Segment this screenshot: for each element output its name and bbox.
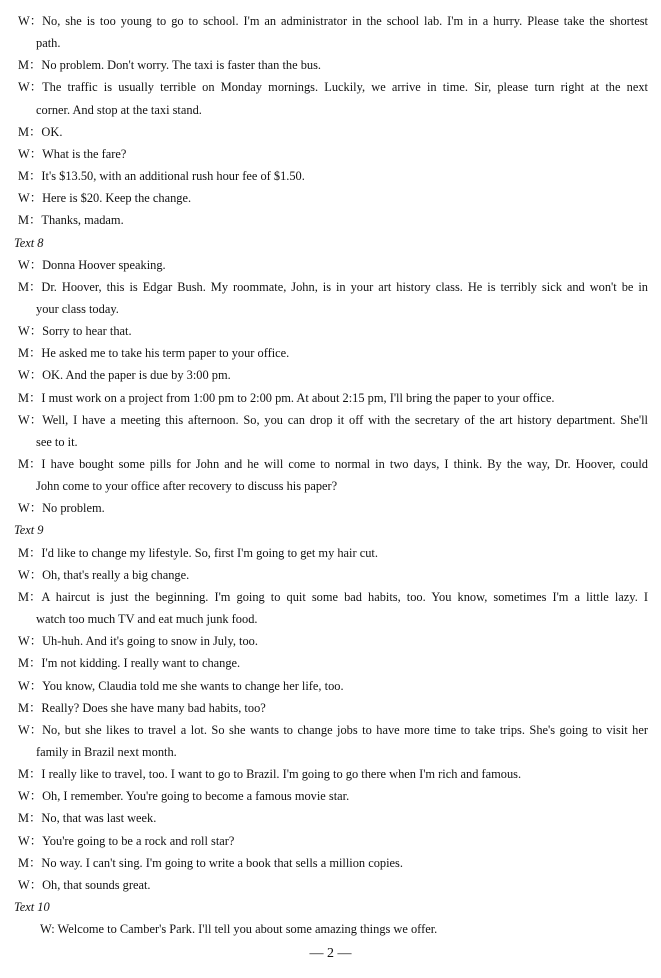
dialogue-text: No problem. Don't worry. The taxi is faster than the bus. — [41, 58, 322, 73]
dialogue-line — [18, 564, 648, 586]
speaker-label: M： — [18, 169, 42, 184]
dialogue-line — [18, 719, 648, 741]
dialogue-text: OK. — [41, 124, 63, 139]
dialogue-continuation: see to it. — [36, 434, 78, 449]
speaker-label: M： — [18, 700, 42, 715]
speaker-label: W： — [18, 678, 43, 693]
dialogue-text: Thanks, madam. — [41, 213, 124, 228]
speaker-label: M： — [18, 213, 42, 228]
speaker-label: W： — [18, 14, 43, 28]
speaker-label: M： — [18, 457, 42, 471]
speaker-label: W： — [18, 191, 43, 206]
speaker-label: W： — [18, 567, 43, 582]
dialogue-text: Uh-huh. And it's going to snow in July, too. — [42, 634, 258, 649]
dialogue-text: Sorry to hear that. — [42, 324, 132, 339]
dialogue-text: No, she is too young to go to school. I'm an administrator in the school lab. I'm in a hurry. Please take the shortest — [42, 14, 648, 28]
dialogue-text: I must work on a project from 1:00 pm to 2:00 pm. At about 2:15 pm, I'll bring the paper to your office. — [41, 390, 555, 405]
dialogue-text: The traffic is usually terrible on Monday mornings. Luckily, we arrive in time. Sir, please turn right at the next — [42, 80, 648, 95]
dialogue-text: I have bought some pills for John and he will come to normal in two days, I think. By the way, Dr. Hoover, could — [41, 457, 648, 471]
dialogue-line — [18, 165, 648, 187]
dialogue-text: I'd like to change my lifestyle. So, first I'm going to get my hair cut. — [41, 545, 378, 560]
speaker-label: W： — [18, 722, 43, 737]
dialogue-text: Dr. Hoover, this is Edgar Bush. My roommate, John, is in your art history class. He is terribly sick and won't be in — [41, 279, 648, 294]
dialogue-text: No problem. — [42, 501, 105, 516]
dialogue-continuation: watch too much TV and eat much junk food. — [36, 612, 258, 627]
dialogue-line — [18, 54, 648, 76]
speaker-label: W： — [18, 257, 43, 272]
dialogue-text: I'm not kidding. I really want to change. — [41, 656, 241, 671]
dialogue-text: What is the fare? — [42, 146, 127, 161]
dialogue-line — [18, 254, 648, 276]
dialogue-text: Oh, I remember. You're going to become a famous movie star. — [42, 789, 350, 804]
dialogue-text: He asked me to take his term paper to your office. — [41, 346, 290, 361]
speaker-label: W： — [18, 324, 43, 339]
dialogue-text: OK. And the paper is due by 3:00 pm. — [42, 368, 231, 383]
dialogue-line — [18, 143, 648, 165]
dialogue-continuation: family in Brazil next month. — [36, 744, 177, 759]
speaker-label: W： — [18, 80, 43, 95]
page-number: — 2 — — [309, 946, 352, 961]
dialogue-text: Oh, that sounds great. — [42, 877, 151, 892]
dialogue-line — [18, 342, 648, 364]
dialogue-text: Donna Hoover speaking. — [42, 257, 166, 272]
dialogue-line — [18, 542, 648, 564]
speaker-label: M： — [18, 811, 42, 826]
dialogue-line: W: Welcome to Camber's Park. I'll tell you about some amazing things we offer. — [40, 922, 438, 937]
dialogue-text: Here is $20. Keep the change. — [42, 191, 192, 206]
dialogue-text: Well, I have a meeting this afternoon. So, you can drop it off with the secretary of the art history department. She'll — [42, 412, 648, 427]
dialogue-text: No way. I can't sing. I'm going to write a book that sells a million copies. — [41, 855, 403, 870]
dialogue-text: A haircut is just the beginning. I'm going to quit some bad habits, too. You know, sometimes I'm a little lazy. I — [41, 589, 648, 604]
speaker-label: M： — [18, 545, 42, 560]
speaker-label: W： — [18, 501, 43, 516]
dialogue-line — [18, 497, 648, 519]
dialogue-line — [18, 630, 648, 652]
dialogue-continuation: path. — [36, 36, 61, 51]
dialogue-line — [18, 453, 648, 475]
dialogue-line — [18, 121, 648, 143]
speaker-label: M： — [18, 390, 42, 405]
speaker-label: M： — [18, 58, 42, 73]
dialogue-continuation: your class today. — [36, 301, 119, 316]
speaker-label: M： — [18, 589, 42, 604]
dialogue-text: Really? Does she have many bad habits, too? — [41, 700, 266, 715]
speaker-label: W： — [18, 412, 43, 427]
dialogue-text: Oh, that's really a big change. — [42, 567, 190, 582]
dialogue-line — [18, 852, 648, 874]
speaker-label: W： — [18, 833, 43, 848]
section-heading: Text 9 — [14, 523, 44, 538]
dialogue-line — [18, 807, 648, 829]
dialogue-continuation: corner. And stop at the taxi stand. — [36, 102, 202, 117]
dialogue-line — [18, 675, 648, 697]
dialogue-text: It's $13.50, with an additional rush hour fee of $1.50. — [41, 169, 305, 184]
dialogue-text: You know, Claudia told me she wants to change her life, too. — [42, 678, 344, 693]
dialogue-line — [18, 763, 648, 785]
speaker-label: W： — [18, 789, 43, 804]
dialogue-text: No, that was last week. — [41, 811, 157, 826]
speaker-label: W： — [18, 368, 43, 383]
dialogue-line — [18, 76, 648, 98]
speaker-label: M： — [18, 346, 42, 361]
dialogue-line — [18, 830, 648, 852]
speaker-label: W： — [18, 146, 43, 161]
speaker-label: M： — [18, 767, 42, 782]
dialogue-line — [18, 409, 648, 431]
speaker-label: W： — [18, 877, 43, 892]
speaker-label: W： — [18, 634, 43, 649]
dialogue-text: I really like to travel, too. I want to go to Brazil. I'm going to go there when I'm rich and famous. — [41, 767, 522, 782]
dialogue-line — [18, 387, 648, 409]
dialogue-continuation: John come to your office after recovery to discuss his paper? — [36, 479, 338, 494]
dialogue-text: You're going to be a rock and roll star? — [42, 833, 235, 848]
speaker-label: M： — [18, 855, 42, 870]
section-heading: Text 10 — [14, 900, 50, 914]
dialogue-line — [18, 364, 648, 386]
dialogue-line — [18, 187, 648, 209]
dialogue-line — [18, 209, 648, 231]
dialogue-line — [18, 652, 648, 674]
dialogue-text: No, but she likes to travel a lot. So she wants to change jobs to have more time to take trips. She's going to visit her — [42, 722, 648, 737]
dialogue-line — [18, 586, 648, 608]
speaker-label: M： — [18, 124, 42, 139]
speaker-label: M： — [18, 279, 42, 294]
dialogue-line — [18, 874, 648, 896]
dialogue-line — [18, 697, 648, 719]
speaker-label: M： — [18, 656, 42, 671]
section-heading: Text 8 — [14, 235, 44, 250]
dialogue-line — [18, 276, 648, 298]
dialogue-line — [18, 10, 648, 32]
dialogue-line — [18, 320, 648, 342]
dialogue-line — [18, 785, 648, 807]
